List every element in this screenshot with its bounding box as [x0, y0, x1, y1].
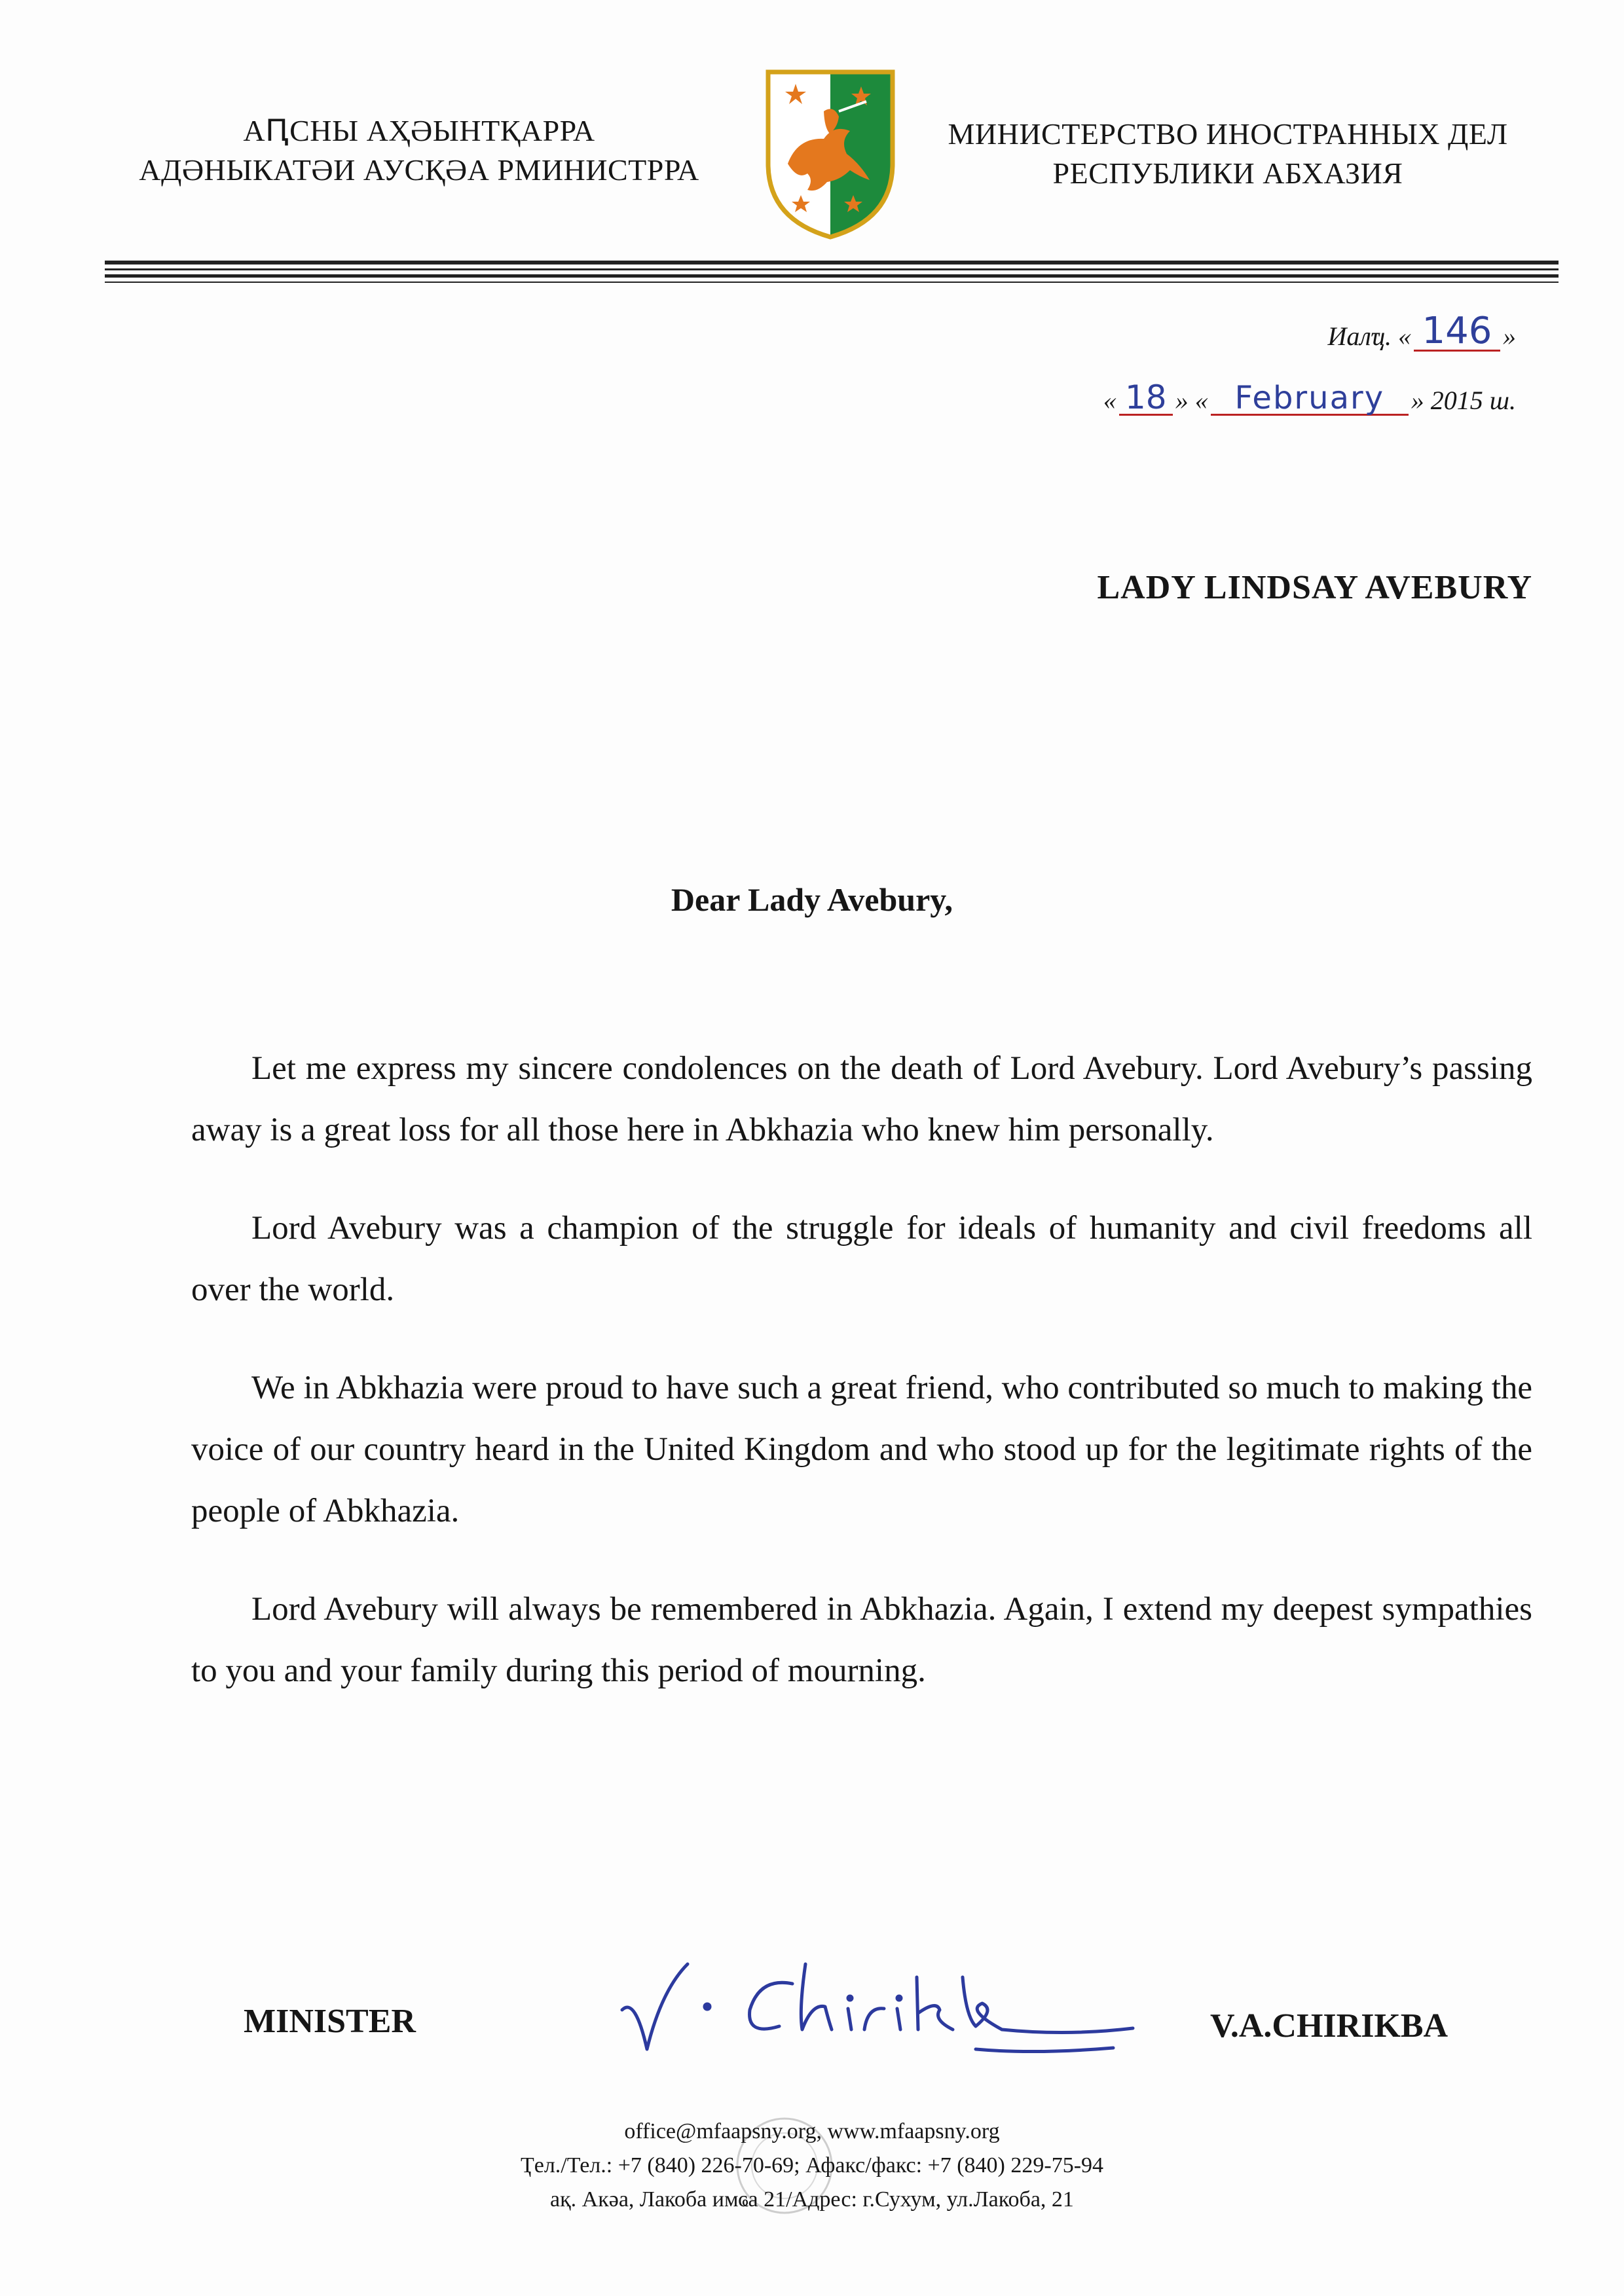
reference-number — [1327, 310, 1516, 352]
signatory-title: MINISTER — [244, 2003, 416, 2040]
reference-number-suffix: » — [1503, 321, 1516, 351]
reference-year: » 2015 ш. — [1411, 386, 1516, 415]
footer-email-web: office@mfaapsny.org, www.mfaapsny.org — [624, 2119, 1000, 2143]
reference-number-value: 146 — [1414, 313, 1500, 352]
footer-contacts — [393, 2115, 1231, 2217]
recipient-name: LADY LINDSAY AVEBURY — [1097, 569, 1532, 606]
letterhead-russian-line1: МИНИСТЕРСТВО ИНОСТРАННЫХ ДЕЛ — [948, 117, 1508, 151]
reference-day-close: » « — [1175, 386, 1208, 415]
reference-number-prefix: Иалҵ. « — [1327, 321, 1411, 351]
letterhead-divider — [105, 274, 1559, 278]
handwritten-signature-icon — [609, 1938, 1185, 2088]
letterhead-russian — [900, 115, 1555, 193]
reference-day: 18 — [1119, 381, 1173, 416]
letterhead-abkhaz-line1: АԤСНЫ АҲӘЫНТҚАРРА — [243, 114, 595, 147]
reference-day-open: « — [1103, 386, 1116, 415]
signatory-name: V.A.CHIRIKBA — [1210, 2007, 1449, 2045]
letterhead-divider — [105, 282, 1559, 283]
letterhead-abkhaz-line2: АДӘНЫКАТӘИ АУСҚӘА РМИНИСТРРА — [139, 153, 699, 187]
body-paragraph: Let me express my sincere condolences on the death of Lord Avebury. Lord Avebury’s passing away is a great loss for all those here in Abkhazia who knew him personally. — [191, 1050, 1532, 1148]
body-paragraph: Lord Avebury will always be remembered in Abkhazia. Again, I extend my deepest sympathies to you and your family during this period of mourning. — [191, 1591, 1532, 1689]
abkhazia-coat-of-arms-icon — [762, 65, 899, 242]
letterhead-divider — [105, 261, 1559, 264]
footer-phone-fax: Ҭел./Тел.: +7 (840) 226-70-69; Афакс/факс: +7 (840) 229-75-94 — [520, 2153, 1104, 2178]
body-paragraph: Lord Avebury was a champion of the struggle for ideals of humanity and civil freedoms all over the world. — [191, 1210, 1532, 1308]
body-paragraph: We in Abkhazia were proud to have such a great friend, who contributed so much to making the voice of our country heard in the United Kingdom and who stood up for the legitimate rights of the people of Abkhazia. — [191, 1370, 1532, 1529]
letterhead-divider — [105, 268, 1559, 270]
letter-body — [191, 1038, 1532, 1738]
reference-date — [1103, 378, 1516, 416]
letterhead-russian-line2: РЕСПУБЛИКИ АБХАЗИЯ — [1052, 156, 1403, 190]
footer-address: ақ. Акәа, Лакоба имҩа 21/Адрес: г.Сухум, ул.Лакоба, 21 — [550, 2187, 1074, 2212]
letterhead-abkhaz — [98, 111, 740, 190]
reference-month: February — [1211, 382, 1409, 416]
salutation: Dear Lady Avebury, — [671, 881, 953, 918]
